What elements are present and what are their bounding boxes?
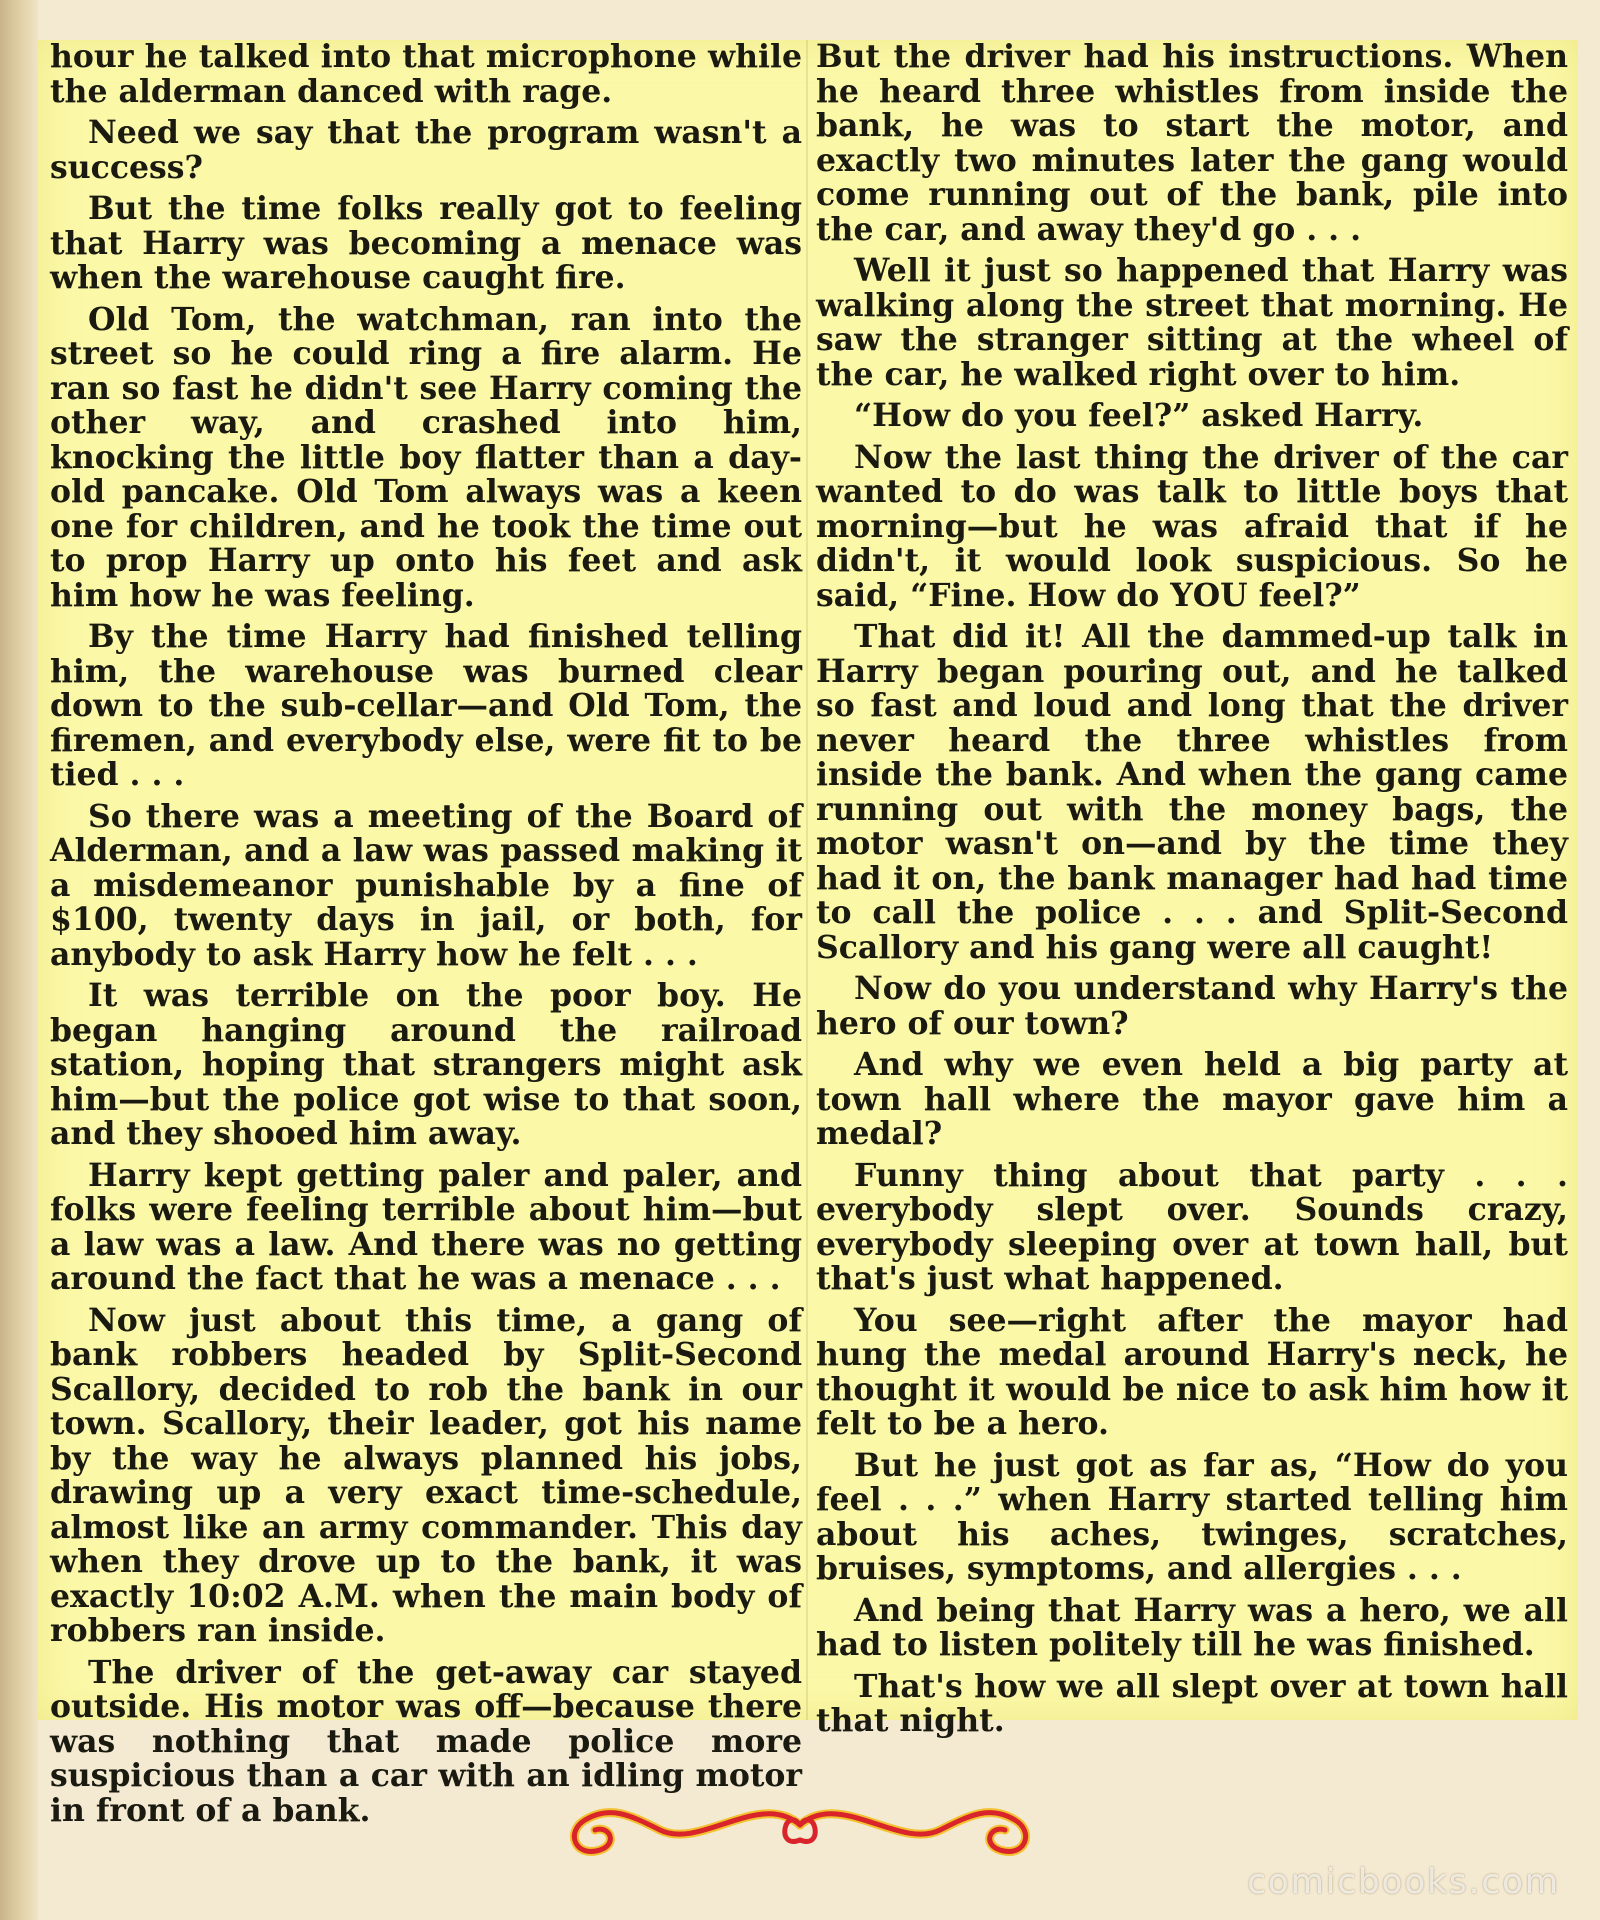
- column-gutter: [806, 40, 808, 1720]
- paragraph: Need we say that the program wasn't a success?: [50, 114, 802, 186]
- paragraph: And being that Harry was a hero, we all had to listen politely till he was finished.: [816, 1591, 1568, 1663]
- paragraph: And why we even held a big party at town hall where the mayor gave him a medal?: [816, 1046, 1568, 1152]
- paragraph: The driver of the get-away car stayed outside. His motor was off—because there was nothing that made police more suspicious than a car with an idling motor in front of a bank.: [50, 1653, 802, 1829]
- paragraph: But the driver had his instructions. When he heard three whistles from inside the bank, he was to start the motor, and exactly two minutes later the gang would come running out of the bank, pile into the car, and away they'd go . . .: [816, 38, 1568, 248]
- paragraph: But the time folks really got to feeling that Harry was becoming a menace was when the warehouse caught fire.: [50, 190, 802, 296]
- watermark: comicbooks.com: [1247, 1862, 1560, 1902]
- paragraph: That's how we all slept over at town hall that night.: [816, 1667, 1568, 1739]
- paragraph: Harry kept getting paler and paler, and folks were feeling terrible about him—but a law was a law. And there was no getting around the fact that he was a menace . . .: [50, 1156, 802, 1297]
- paragraph: Now the last thing the driver of the car wanted to do was talk to little boys that morning—but he was afraid that if he didn't, it would look suspicious. So he said, “Fine. How do YOU feel?”: [816, 438, 1568, 614]
- paragraph: You see—right after the mayor had hung the medal around Harry's neck, he thought it would be nice to ask him how it felt to be a hero.: [816, 1301, 1568, 1442]
- paragraph: That did it! All the dammed-up talk in Harry began pouring out, and he talked so fast and loud and long that the driver never heard the three whistles from inside the bank. And when the gang came running out with the money bags, the motor wasn't on—and by the time they had it on, the bank manager had had time to call the police . . . and Split-Second Scallory and his gang were all caught!: [816, 618, 1568, 966]
- paragraph: But he just got as far as, “How do you feel . . .” when Harry started telling him about his aches, twinges, scratches, bruises, symptoms, and allergies . . .: [816, 1446, 1568, 1587]
- paragraph: Well it just so happened that Harry was walking along the street that morning. He saw the stranger sitting at the wheel of the car, he walked right over to him.: [816, 252, 1568, 393]
- paragraph: Now just about this time, a gang of bank robbers headed by Split-Second Scallory, decided to rob the bank in our town. Scallory, their leader, got his name by the way he always planned his jobs, drawing up a very exact time-schedule, almost like an army commander. This day when they drove up to the bank, it was exactly 10:02 A.M. when the main body of robbers ran inside.: [50, 1301, 802, 1649]
- paragraph: Now do you understand why Harry's the hero of our town?: [816, 970, 1568, 1042]
- paragraph: hour he talked into that microphone while the alderman danced with rage.: [50, 38, 802, 110]
- left-text-column: [50, 40, 802, 1835]
- scroll-flourish-icon: [550, 1780, 1050, 1870]
- story-text-panel: [38, 38, 1578, 1829]
- paragraph: By the time Harry had finished telling him, the warehouse was burned clear down to the sub-cellar—and Old Tom, the firemen, and everybody else, were fit to be tied . . .: [50, 618, 802, 793]
- right-text-column: [816, 40, 1568, 1746]
- paragraph: “How do you feel?” asked Harry.: [854, 397, 1424, 434]
- page-edge: [0, 0, 38, 1920]
- paragraph: Old Tom, the watchman, ran into the street so he could ring a fire alarm. He ran so fast he didn't see Harry coming the other way, and crashed into him, knocking the little boy flatter than a day-old pancake. Old Tom always was a keen one for children, and he took the time out to prop Harry up onto his feet and ask him how he was feeling.: [50, 300, 802, 614]
- paragraph: Funny thing about that party . . . everybody slept over. Sounds crazy, everybody sleeping over at town hall, but that's just what happened.: [816, 1156, 1568, 1297]
- paragraph: So there was a meeting of the Board of Alderman, and a law was passed making it a misdemeanor punishable by a fine of $100, twenty days in jail, or both, for anybody to ask Harry how he felt . . .: [50, 797, 802, 973]
- paragraph: It was terrible on the poor boy. He began hanging around the railroad station, hoping that strangers might ask him—but the police got wise to that soon, and they shooed him away.: [50, 977, 802, 1152]
